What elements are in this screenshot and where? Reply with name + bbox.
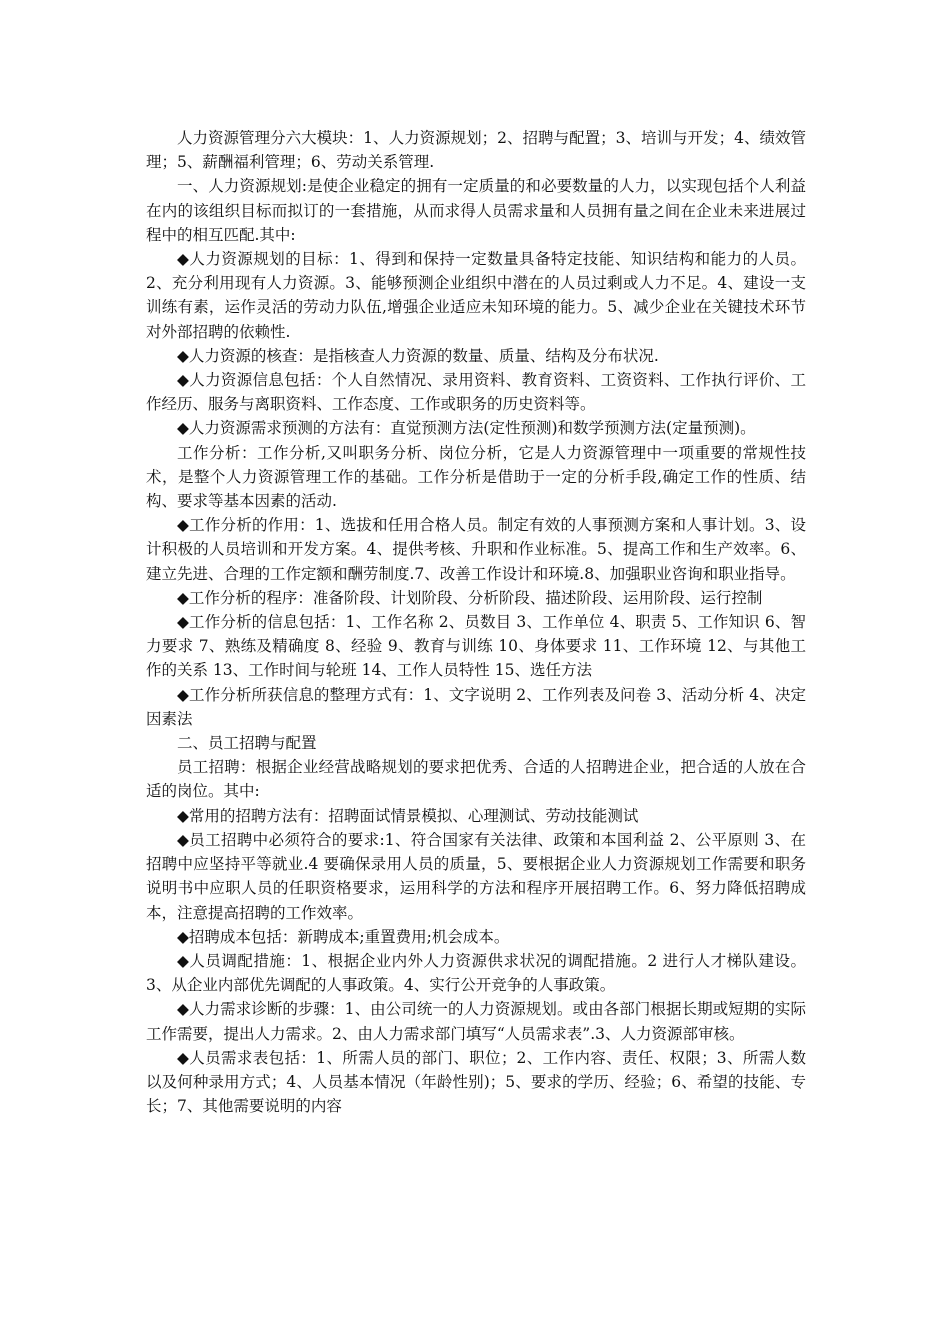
paragraph-demand-forecast: ◆人力资源需求预测的方法有：直觉预测方法(定性预测)和数学预测方法(定量预测)。 (177, 419, 756, 438)
section-heading-recruitment: 二、员工招聘与配置 (177, 734, 317, 753)
paragraph-recruit-requirements: ◆员工招聘中必须符合的要求:1、符合国家有关法律、政策和本国利益 2、公平原则 3、在招聘中应坚持平等就业.4 要确保录用人员的质量，5、要根据企业人力资源规划工作需要和职务说明书中应职人员的任职资格要求，运用科学的方法和程序开展招聘工作。6、努力降低招聘成本，注意提高招聘的工作效率。 (146, 830, 806, 922)
paragraph-recruit-cost: ◆招聘成本包括：新聘成本;重置费用;机会成本。 (177, 927, 510, 946)
paragraph-hr-planning: 一、人力资源规划:是使企业稳定的拥有一定质量的和必要数量的人力，以实现包括个人利益在内的该组织目标而拟订的一套措施，从而求得人员需求量和人员拥有量之间在企业未来进展过程中的相互匹配.其中: (146, 177, 806, 244)
paragraph-staff-allocation: ◆人员调配措施：1、根据企业内外人力资源供求状况的调配措施。2 进行人才梯队建设。3、从企业内部优先调配的人事政策。4、实行公开竞争的人事政策。 (146, 951, 806, 995)
paragraph-recruit-methods: ◆常用的招聘方法有：招聘面试情景模拟、心理测试、劳动技能测试 (177, 806, 639, 825)
paragraph-recruitment: 员工招聘：根据企业经营战略规划的要求把优秀、合适的人招聘进企业，把合适的人放在合适的岗位。其中: (146, 758, 806, 801)
paragraph-job-analysis-role: ◆工作分析的作用：1、选拔和任用合格人员。制定有效的人事预测方案和人事计划。3、设计积极的人员培训和开发方案。4、提供考核、升职和作业标准。5、提高工作和生产效率。6、建立先进、合理的工作定额和酬劳制度.7、改善工作设计和环境.8、加强职业咨询和职业指导。 (146, 516, 806, 583)
document-body (146, 126, 806, 1118)
paragraph-hr-info: ◆人力资源信息包括：个人自然情况、录用资料、教育资料、工资资料、工作执行评价、工作经历、服务与离职资料、工作态度、工作或职务的历史资料等。 (146, 371, 806, 414)
paragraph-job-analysis-procedure: ◆工作分析的程序：准备阶段、计划阶段、分析阶段、描述阶段、运用阶段、运行控制 (177, 588, 763, 607)
paragraph-job-analysis-organize: ◆工作分析所获信息的整理方式有：1、文字说明 2、工作列表及问卷 3、活动分析 4、决定因素法 (146, 685, 806, 728)
paragraph-job-analysis: 工作分析：工作分析,又叫职务分析、岗位分析，它是人力资源管理中一项重要的常规性技术，是整个人力资源管理工作的基础。工作分析是借助于一定的分析手段,确定工作的性质、结构、要求等基本因素的活动. (146, 443, 806, 511)
paragraph-planning-goals: ◆人力资源规划的目标：1、得到和保持一定数量具备特定技能、知识结构和能力的人员。2、充分利用现有人力资源。3、能够预测企业组织中潜在的人员过剩或人力不足。4、建设一支训练有素，运作灵活的劳动力队伍,增强企业适应未知环境的能力。5、减少企业在关键技术环节对外部招聘的依赖性. (146, 250, 806, 341)
paragraph-hr-check: ◆人力资源的核查：是指核查人力资源的数量、质量、结构及分布状况. (177, 346, 659, 365)
paragraph-intro: 人力资源管理分六大模块：1、人力资源规划；2、招聘与配置；3、培训与开发；4、绩效管理；5、薪酬福利管理；6、劳动关系管理. (146, 129, 806, 172)
paragraph-demand-diagnosis: ◆人力需求诊断的步骤：1、由公司统一的人力资源规划。或由各部门根据长期或短期的实际工作需要，提出人力需求。2、由人力需求部门填写“人员需求表”.3、人力资源部审核。 (146, 1000, 806, 1043)
paragraph-job-analysis-info: ◆工作分析的信息包括：1、工作名称 2、员数目 3、工作单位 4、职责 5、工作知识 6、智力要求 7、熟练及精确度 8、经验 9、教育与训练 10、身体要求 11、工作环境 12、与其他工作的关系 13、工作时间与轮班 14、工作人员特性 15、选任方法 (146, 613, 806, 680)
paragraph-demand-form: ◆人员需求表包括：1、所需人员的部门、职位；2、工作内容、责任、权限；3、所需人数以及何种录用方式；4、人员基本情况（年龄性别)；5、要求的学历、经验；6、希望的技能、专长；7、其他需要说明的内容 (146, 1048, 806, 1116)
